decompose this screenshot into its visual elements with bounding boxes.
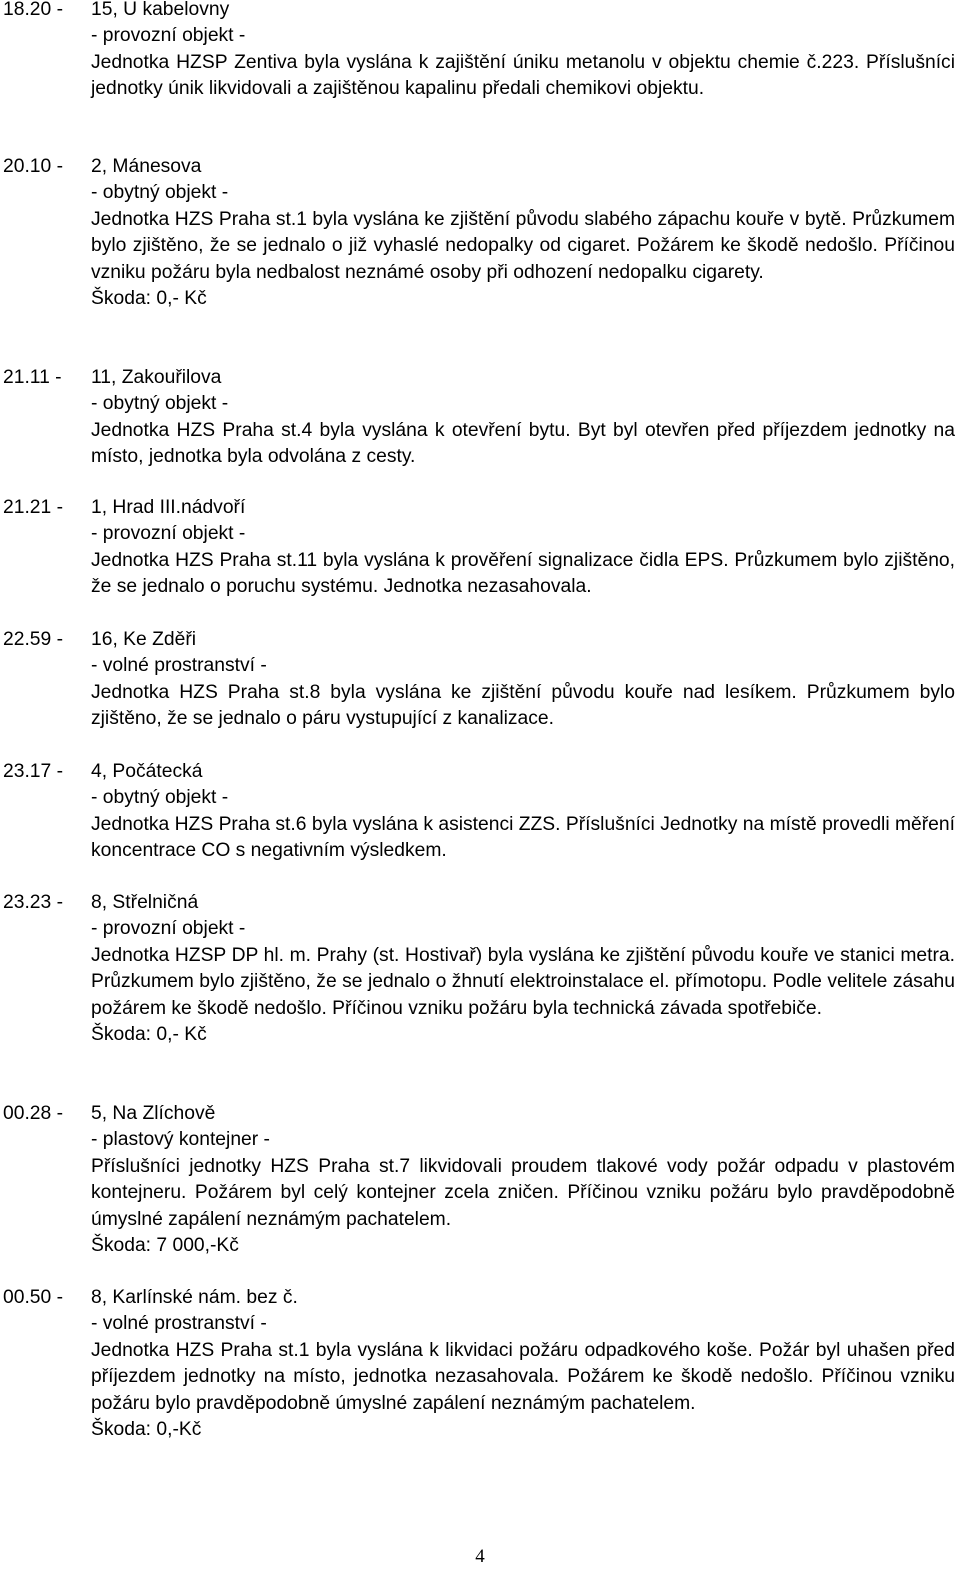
incident-entry — [3, 627, 955, 733]
damage-amount: Škoda: 7 000,-Kč — [91, 1235, 239, 1256]
entry-header — [3, 1285, 955, 1311]
incident-description: Jednotka HZS Praha st.4 byla vyslána k otevření bytu. Byt byl otevřen před příjezdem jednotky na místo, jednotka byla odvolána z cesty. — [91, 419, 955, 468]
object-type: - obytný objekt - — [91, 393, 229, 415]
incident-time: 23.23 - — [3, 892, 64, 913]
incident-location: 8, Karlínské nám. bez č. — [91, 1287, 298, 1308]
incident-location: 15, U kabelovny — [91, 0, 230, 20]
entry-body — [91, 1311, 955, 1443]
object-type: - obytný objekt - — [91, 787, 229, 809]
incident-time: 21.11 - — [3, 367, 62, 388]
damage-amount: Škoda: 0,-Kč — [91, 1419, 202, 1440]
incident-time: 22.59 - — [3, 629, 64, 650]
page-number: 4 — [475, 1546, 485, 1567]
object-type: - plastový kontejner - — [91, 1129, 270, 1151]
incident-description: Jednotka HZS Praha st.6 byla vyslána k asistenci ZZS. Příslušníci Jednotky na místě provedli měření koncentrace CO s negativním výsledkem. — [91, 813, 955, 862]
incident-description: Jednotka HZSP Zentiva byla vyslána k zajištění úniku metanolu v objektu chemie č.223. Příslušníci jednotky únik likvidovali a zajištěnou kapalinu předali chemikovi objektu. — [91, 51, 955, 100]
entry-header — [3, 154, 955, 180]
incident-location: 1, Hrad III.nádvoří — [91, 497, 246, 518]
incident-entry — [3, 759, 955, 865]
object-type: - provozní objekt - — [91, 918, 246, 940]
incident-entry — [3, 495, 955, 601]
damage-amount: Škoda: 0,- Kč — [91, 1024, 207, 1045]
incident-time: 18.20 - — [3, 0, 64, 20]
entry-header — [3, 365, 955, 391]
incident-time: 00.50 - — [3, 1287, 64, 1308]
incident-description: Příslušníci jednotky HZS Praha st.7 likvidovali proudem tlakové vody požár odpadu v plastovém kontejneru. Požárem byl celý kontejner zcela zničen. Příčinou vzniku požáru bylo pravděpodobně úmyslné zapálení neznámým pachatelem. — [91, 1155, 955, 1230]
incident-entry — [3, 1101, 955, 1259]
incident-description: Jednotka HZS Praha st.1 byla vyslána ke zjištění původu slabého zápachu kouře v bytě. Průzkumem bylo zjištěno, že se jednalo o již vyhaslé nedopalky od cigaret. Požárem ke škodě nedošlo. Příčinou vzniku požáru byla nedbalost neznámé osoby při odhození nedopalku cigarety. — [91, 208, 955, 283]
incident-location: 4, Počátecká — [91, 761, 203, 782]
object-type: - volné prostranství - — [91, 1313, 267, 1335]
entry-body — [91, 521, 955, 600]
object-type: - obytný objekt - — [91, 182, 229, 204]
incident-location: 5, Na Zlíchově — [91, 1103, 216, 1124]
incident-time: 20.10 - — [3, 156, 64, 177]
object-type: - volné prostranství - — [91, 655, 267, 677]
object-type: - provozní objekt - — [91, 25, 246, 47]
entry-body — [91, 916, 955, 1048]
entry-body — [91, 653, 955, 732]
incident-description: Jednotka HZS Praha st.1 byla vyslána k likvidaci požáru odpadkového koše. Požár byl uhašen před příjezdem jednotky na místo, jednotka nezasahovala. Požárem ke škodě nedošlo. Příčinou vzniku požáru bylo pravděpodobně úmyslné zapálení neznámým pachatelem. — [91, 1339, 955, 1414]
incident-description: Jednotka HZS Praha st.8 byla vyslána ke zjištění původu kouře nad lesíkem. Průzkumem bylo zjištěno, že se jednalo o páru vystupující z kanalizace. — [91, 681, 955, 730]
incident-entry — [3, 1285, 955, 1443]
entry-body — [91, 23, 955, 102]
incident-location: 2, Mánesova — [91, 156, 202, 177]
incident-entry — [3, 365, 955, 471]
entry-body — [91, 391, 955, 470]
incident-time: 23.17 - — [3, 761, 64, 782]
entry-header — [3, 495, 955, 521]
entry-body — [91, 180, 955, 312]
entry-header — [3, 759, 955, 785]
incident-entry — [3, 154, 955, 312]
incident-location: 11, Zakouřilova — [91, 367, 222, 388]
entry-header — [3, 1101, 955, 1127]
incident-location: 8, Střelničná — [91, 892, 199, 913]
entry-header — [3, 627, 955, 653]
entry-header — [3, 890, 955, 916]
object-type: - provozní objekt - — [91, 523, 246, 545]
incident-description: Jednotka HZSP DP hl. m. Prahy (st. Hostivař) byla vyslána ke zjištění původu kouře ve stanici metra. Průzkumem bylo zjištěno, že se jednalo o žhnutí elektroinstalace el. přímotopu. Podle velitele zásahu požárem ke škodě nedošlo. Příčinou vzniku požáru byla technická závada spotřebiče. — [91, 944, 955, 1019]
incident-time: 00.28 - — [3, 1103, 64, 1124]
incident-entry — [3, 0, 955, 103]
entry-body — [91, 785, 955, 864]
incident-time: 21.21 - — [3, 497, 64, 518]
damage-amount: Škoda: 0,- Kč — [91, 288, 207, 309]
entry-body — [91, 1127, 955, 1259]
incident-entry — [3, 890, 955, 1048]
incident-description: Jednotka HZS Praha st.11 byla vyslána k prověření signalizace čidla EPS. Průzkumem bylo zjištěno, že se jednalo o poruchu systému. Jednotka nezasahovala. — [91, 549, 955, 598]
incident-location: 16, Ke Zděři — [91, 629, 197, 650]
entry-header — [3, 0, 955, 23]
